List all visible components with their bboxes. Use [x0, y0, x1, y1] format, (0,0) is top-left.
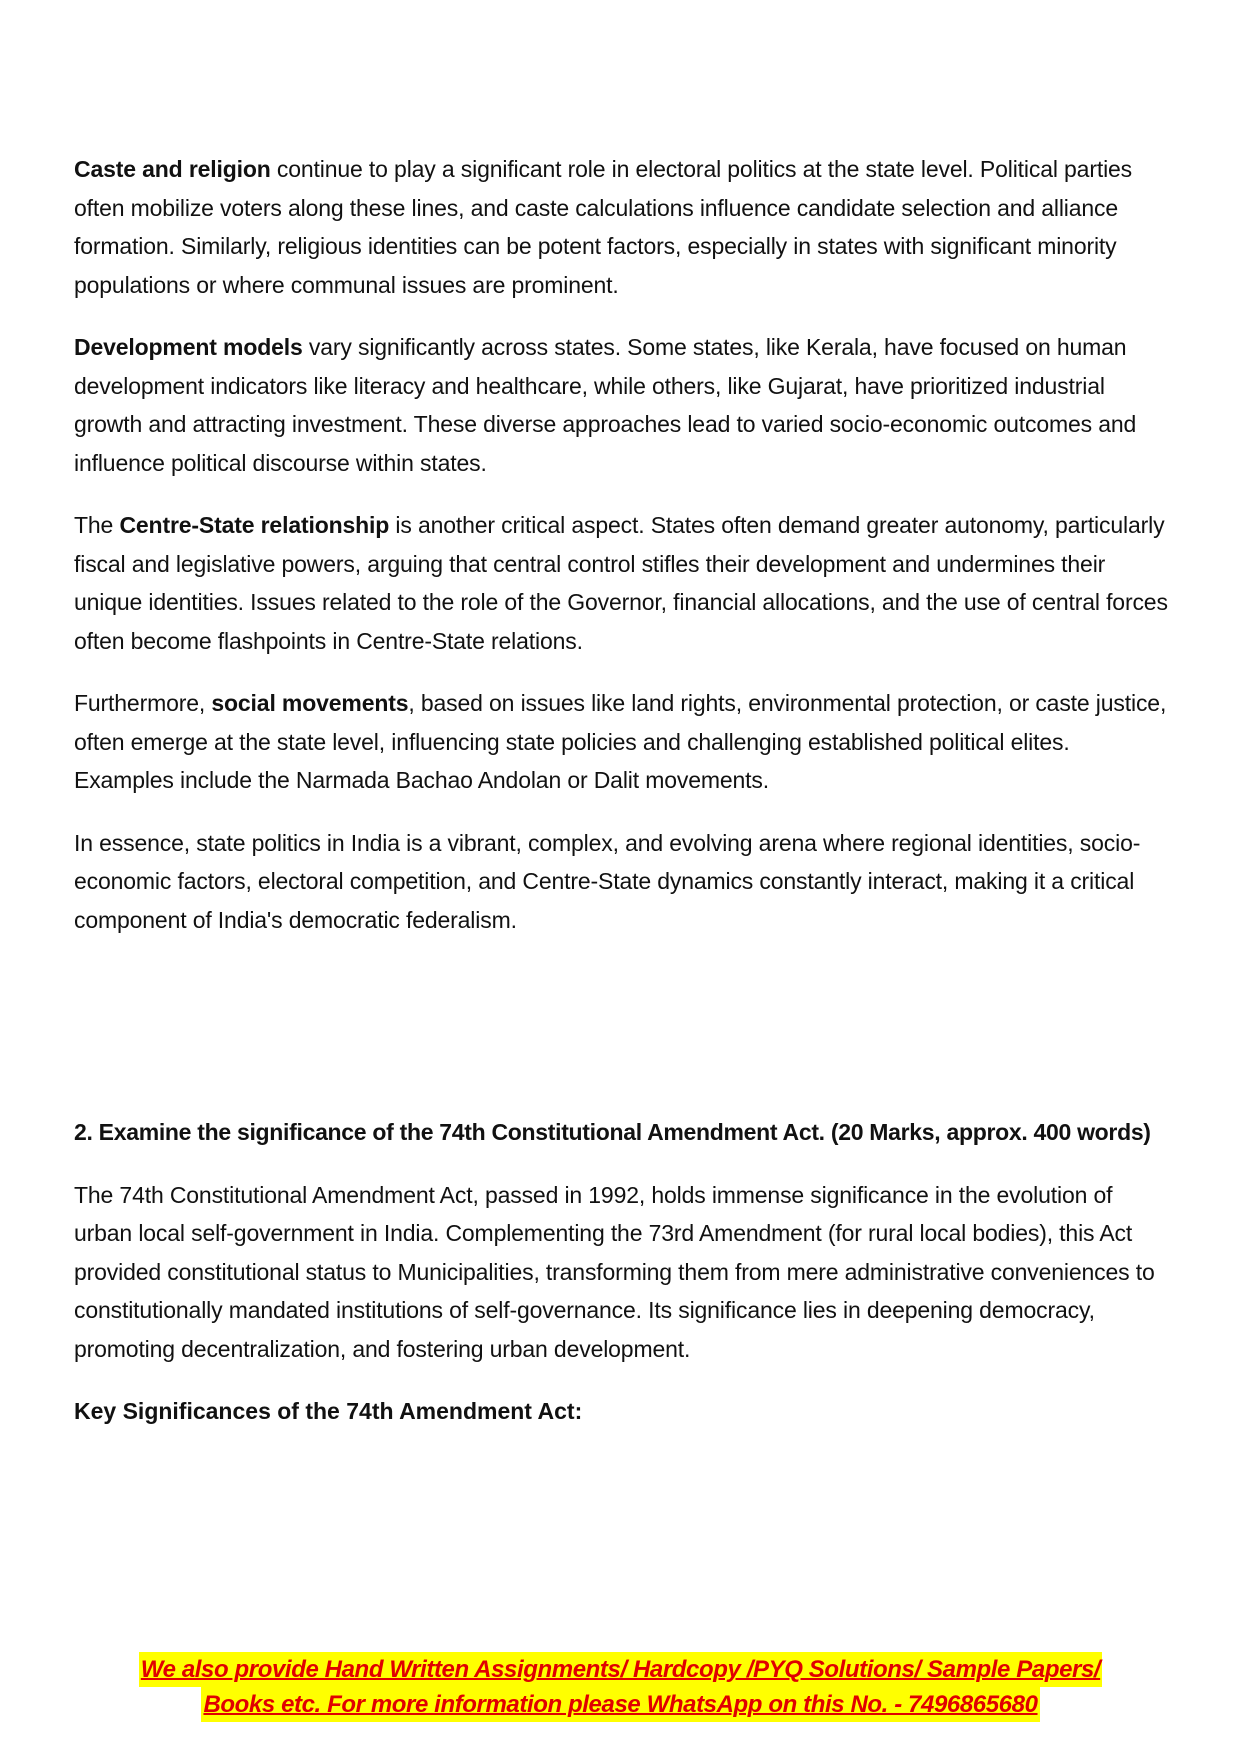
- section-subheading: Key Significances of the 74th Amendment Act:: [74, 1398, 583, 1424]
- bold-term: Centre-State relationship: [119, 512, 390, 538]
- promo-banner-line-1: We also provide Hand Written Assignments/ Hardcopy /PYQ Solutions/ Sample Papers/: [139, 1652, 1102, 1687]
- paragraph-social-movements: Furthermore, social movements, based on issues like land rights, environmental protection, or caste justice, often emerge at the state level, influencing state policies and challenging established political elites. Examples include the Narmada Bachao Andolan or Dalit movements.: [74, 690, 1167, 793]
- paragraph-caste-religion: Caste and religion continue to play a significant role in electoral politics at the state level. Political parties often mobilize voters along these lines, and caste calculations influence candidate selection and alliance formation. Similarly, religious identities can be potent factors, especially in states with significant minority populations or where communal issues are prominent.: [74, 156, 1133, 298]
- paragraph-development-models: Development models vary significantly across states. Some states, like Kerala, have focused on human development indicators like literacy and healthcare, while others, like Gujarat, have prioritized industrial growth and attracting investment. These diverse approaches lead to varied socio-economic outcomes and influence political discourse within states.: [74, 334, 1137, 476]
- paragraph-conclusion: In essence, state politics in India is a vibrant, complex, and evolving arena where regional identities, socio-economic factors, electoral competition, and Centre-State dynamics constantly interact, making it a critical component of India's democratic federalism.: [74, 829, 1141, 933]
- paragraph-centre-state: The Centre-State relationship is another critical aspect. States often demand greater autonomy, particularly fiscal and legislative powers, arguing that central control stifles their development and undermines their unique identities. Issues related to the role of the Governor, financial allocations, and the use of central forces often become flashpoints in Centre-State relations.: [74, 512, 1168, 654]
- promo-banner: [0, 1652, 1241, 1722]
- promo-banner-line-2: Books etc. For more information please WhatsApp on this No. - 7496865680: [201, 1687, 1039, 1722]
- section-spacer: [74, 963, 1169, 1113]
- question-heading: 2. Examine the significance of the 74th Constitutional Amendment Act. (20 Marks, approx. 400 words): [74, 1119, 1151, 1145]
- bold-term: Development models: [74, 334, 303, 360]
- bold-term: social movements: [211, 690, 409, 716]
- document-page: [74, 150, 1169, 1431]
- question-intro-paragraph: The 74th Constitutional Amendment Act, passed in 1992, holds immense significance in the evolution of urban local self-government in India. Complementing the 73rd Amendment (for rural local bodies), this Act provided constitutional status to Municipalities, transforming them from mere administrative conveniences to constitutionally mandated institutions of self-governance. Its significance lies in deepening democracy, promoting decentralization, and fostering urban development.: [74, 1181, 1155, 1362]
- bold-term: Caste and religion: [74, 156, 271, 182]
